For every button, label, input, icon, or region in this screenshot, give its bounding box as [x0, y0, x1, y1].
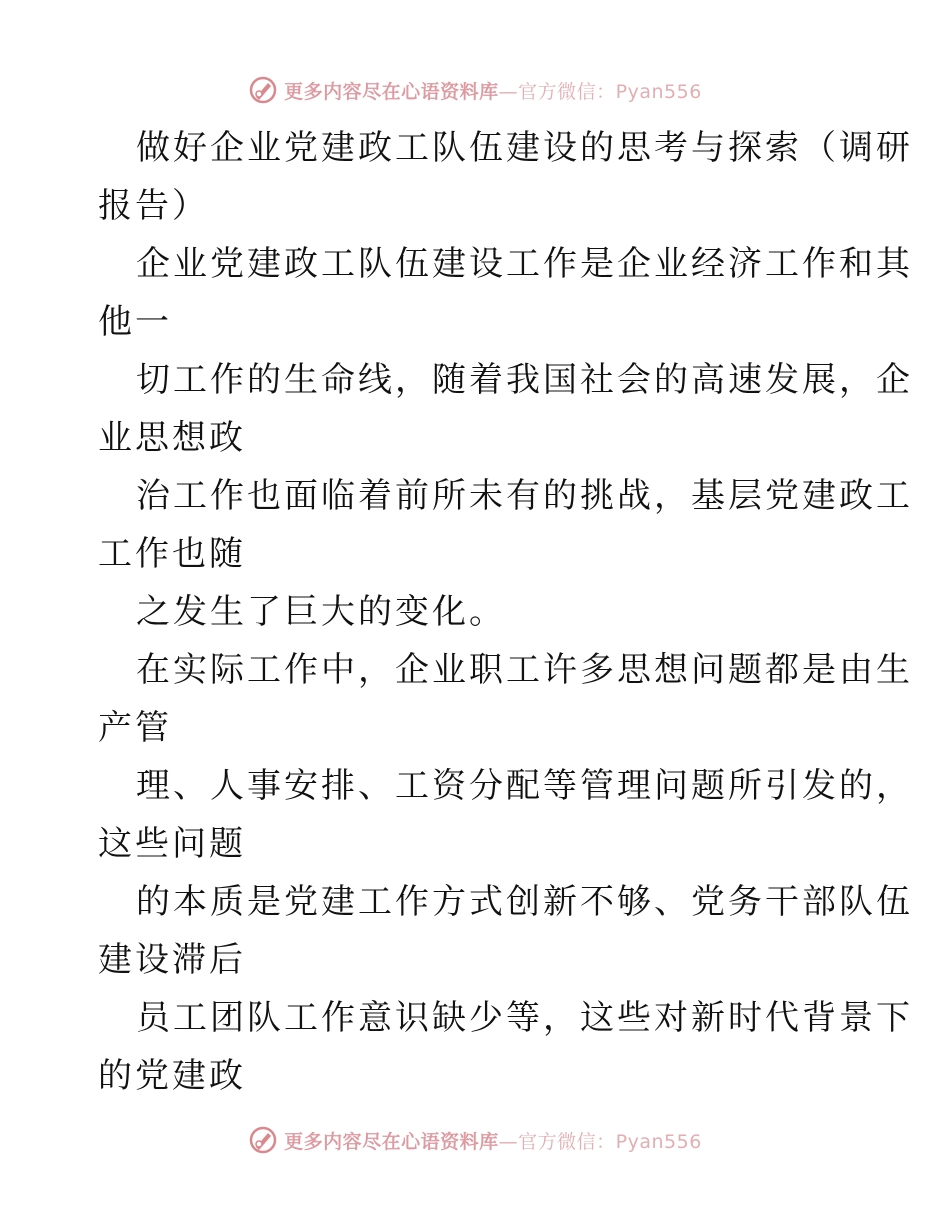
text-line: 的本质是党建工作方式创新不够、党务干部队伍	[136, 882, 913, 922]
header-wechat: —官方微信：Pyan556	[498, 80, 702, 103]
text-line: 工作也随	[98, 534, 246, 574]
footer-watermark	[0, 1120, 950, 1160]
text-line: 在实际工作中，企业职工许多思想问题都是由生	[136, 650, 913, 690]
text-line: 产管	[98, 708, 172, 748]
header-text	[284, 77, 702, 104]
text-line: 员工团队工作意识缺少等，这些对新时代背景下	[136, 998, 913, 1038]
footer-text	[284, 1127, 702, 1154]
text-line: 报告）	[98, 186, 209, 226]
text-line: 建设滞后	[98, 940, 246, 980]
text-line: 业思想政	[98, 418, 246, 458]
footer-brand: 更多内容尽在心语资料库	[284, 1130, 499, 1153]
pen-circle-logo-icon	[248, 1125, 278, 1155]
text-line: 做好企业党建政工队伍建设的思考与探索（调研	[136, 128, 913, 168]
text-line: 的党建政	[98, 1056, 246, 1096]
text-line: 企业党建政工队伍建设工作是企业经济工作和其	[136, 244, 913, 284]
text-line: 理、人事安排、工资分配等管理问题所引发的，	[136, 766, 913, 806]
text-line: 这些问题	[98, 824, 246, 864]
text-line: 他一	[98, 302, 172, 342]
text-line: 切工作的生命线，随着我国社会的高速发展，企	[136, 360, 913, 400]
text-line: 治工作也面临着前所未有的挑战，基层党建政工	[136, 476, 913, 516]
text-line: 之发生了巨大的变化。	[136, 592, 506, 632]
pen-circle-logo-icon	[248, 75, 278, 105]
header-watermark	[0, 70, 950, 110]
header-brand: 更多内容尽在心语资料库	[284, 80, 499, 103]
footer-wechat: —官方微信：Pyan556	[498, 1130, 702, 1153]
